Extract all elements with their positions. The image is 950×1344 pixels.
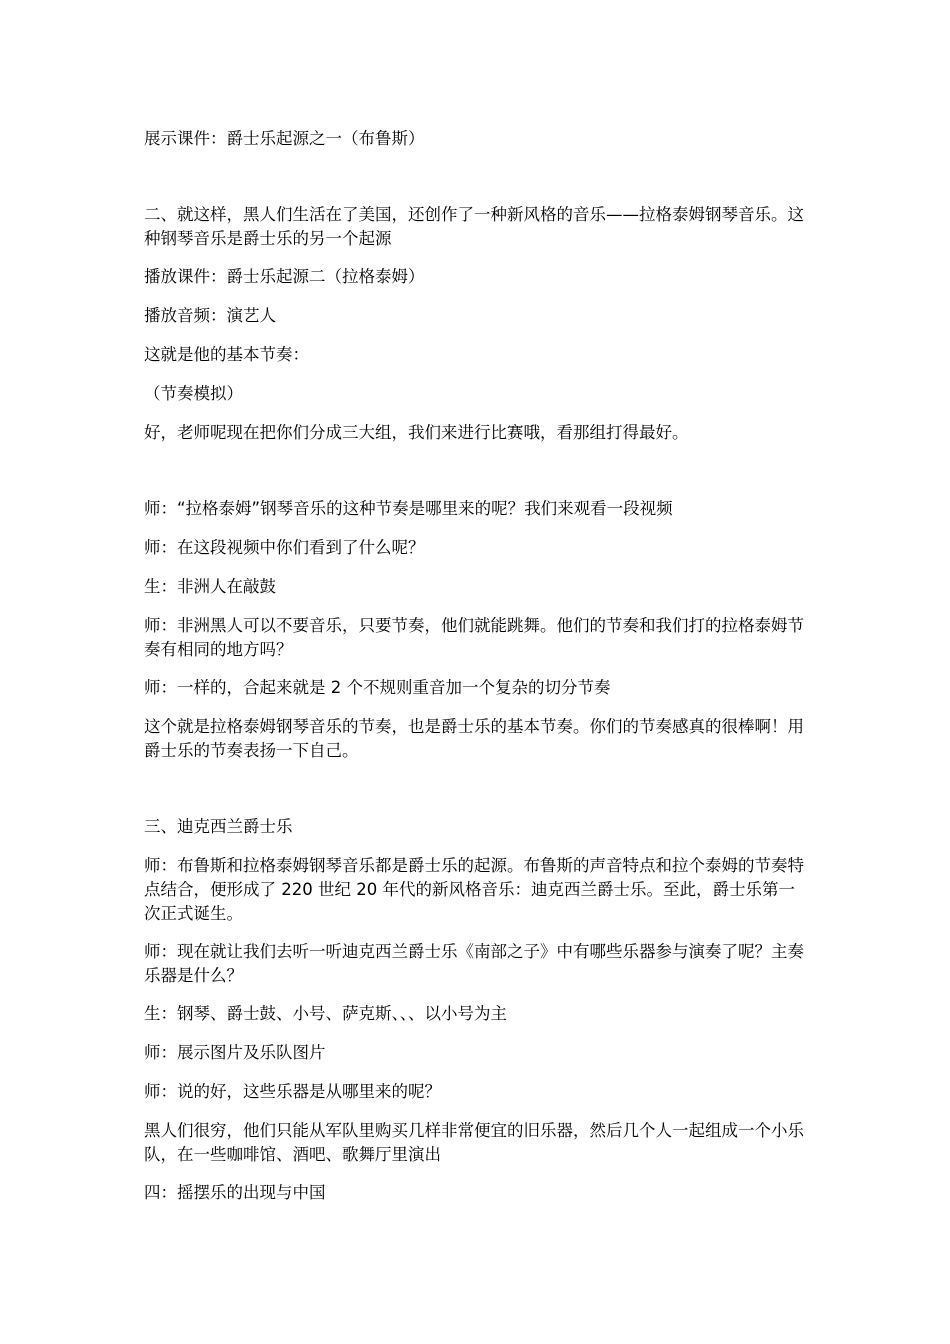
paragraph-rhythm-simulation: （节奏模拟）: [144, 384, 243, 403]
paragraph-teacher-listen-question: 师：现在就让我们去听一听迪克西兰爵士乐《南部之子》中有哪些乐器参与演奏了呢？主奏乐器是什么？: [144, 942, 804, 985]
paragraph-courseware-blues: 展示课件：爵士乐起源之一（布鲁斯）: [144, 129, 425, 148]
paragraph-teacher-question-video: 师：“拉格泰姆”钢琴音乐的这种节奏是哪里来的呢？我们来观看一段视频: [144, 499, 673, 518]
paragraph-teacher-syncopation: 师：一样的，合起来就是 2 个不规则重音加一个复杂的切分节奏: [144, 678, 611, 697]
paragraph-student-answer-drums: 生：非洲人在敲鼓: [144, 577, 276, 596]
paragraph-basic-rhythm: 这就是他的基本节奏：: [144, 345, 309, 364]
paragraph-section-three-dixieland: 三、迪克西兰爵士乐: [144, 817, 293, 836]
paragraph-group-contest: 好，老师呢现在把你们分成三大组，我们来进行比赛哦，看那组打得最好。: [144, 423, 689, 442]
paragraph-poor-black-bands: 黑人们很穷，他们只能从军队里购买几样非常便宜的旧乐器，然后几个人一起组成一个小乐队，在一些咖啡馆、酒吧、歌舞厅里演出: [144, 1121, 804, 1164]
paragraph-play-audio: 播放音频：演艺人: [144, 306, 276, 325]
paragraph-section-two-ragtime: 二、就这样，黑人们生活在了美国，还创作了一种新风格的音乐——拉格泰姆钢琴音乐。这种钢琴音乐是爵士乐的另一个起源: [144, 205, 804, 248]
paragraph-teacher-african-rhythm: 师：非洲黑人可以不要音乐，只要节奏，他们就能跳舞。他们的节奏和我们打的拉格泰姆节奏有相同的地方吗？: [144, 616, 804, 659]
paragraph-teacher-jazz-origin: 师：布鲁斯和拉格泰姆钢琴音乐都是爵士乐的起源。布鲁斯的声音特点和拉个泰姆的节奏特点结合，便形成了 220 世纪 20 年代的新风格音乐：迪克西兰爵士乐。至此，爵士乐第一次正式诞生。: [144, 856, 804, 923]
paragraph-student-instruments: 生：钢琴、爵士鼓、小号、萨克斯、、、以小号为主: [144, 1004, 507, 1023]
paragraph-teacher-show-pictures: 师：展示图片及乐队图片: [144, 1043, 326, 1062]
paragraph-teacher-question-seen: 师：在这段视频中你们看到了什么呢？: [144, 538, 425, 557]
paragraph-courseware-ragtime: 播放课件：爵士乐起源二（拉格泰姆）: [144, 267, 425, 286]
paragraph-section-four-swing: 四：摇摆乐的出现与中国: [144, 1183, 326, 1202]
paragraph-teacher-instrument-origin: 师：说的好，这些乐器是从哪里来的呢？: [144, 1082, 441, 1101]
paragraph-ragtime-rhythm-praise: 这个就是拉格泰姆钢琴音乐的节奏，也是爵士乐的基本节奏。你们的节奏感真的很棒啊！用爵士乐的节奏表扬一下自己。: [144, 717, 804, 760]
